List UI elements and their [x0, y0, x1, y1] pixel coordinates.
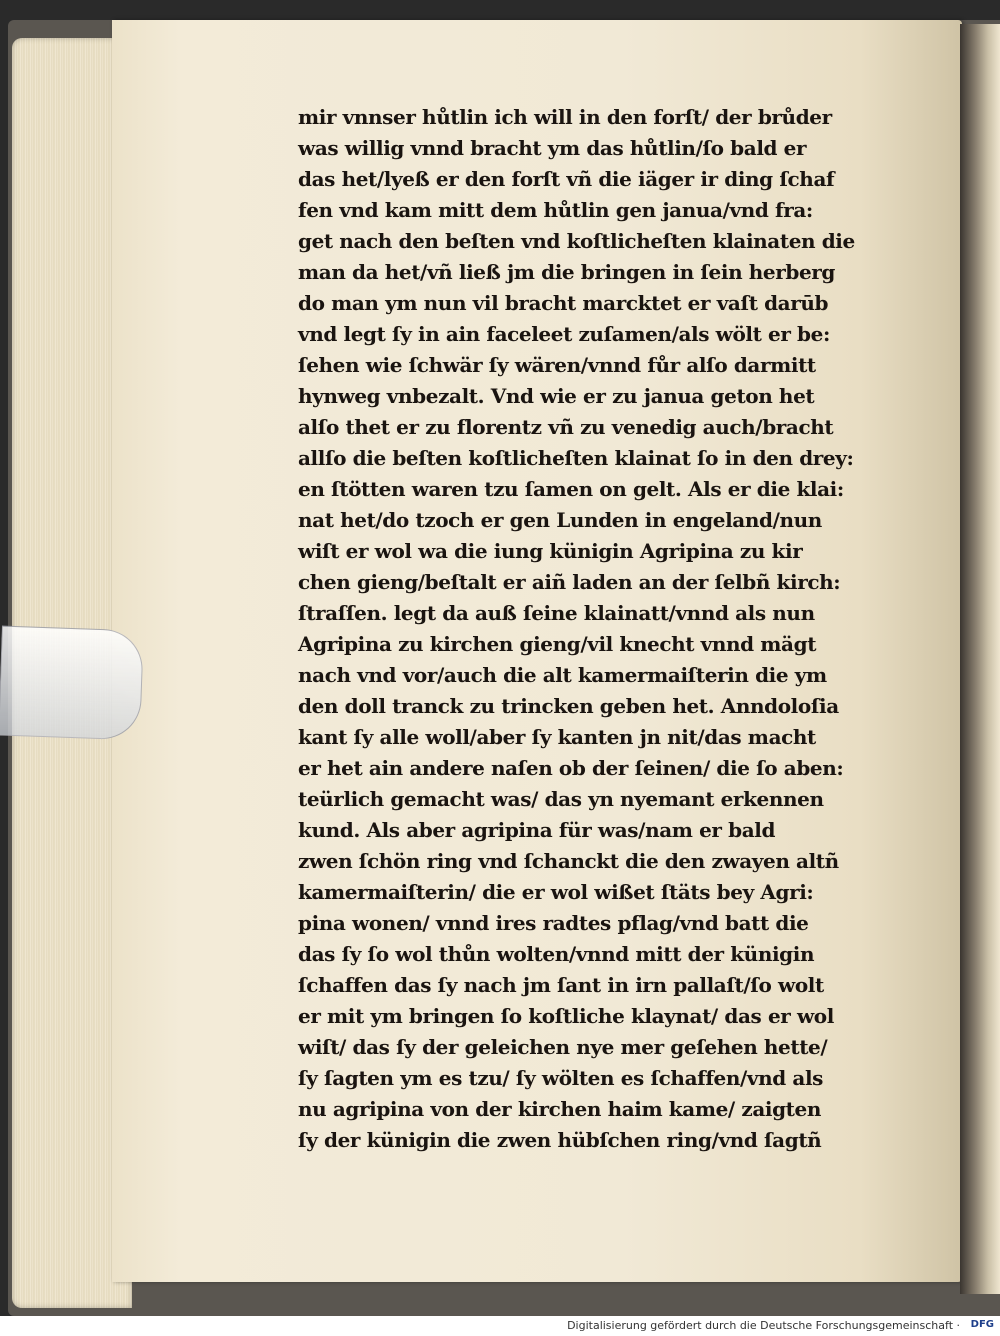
text-line: ſy ſagten ym es tzu/ ſy wölten es ſchaffen/vnd als: [298, 1066, 824, 1090]
text-line: ſehen wie ſchwär ſy wären/vnnd fůr alſo darmitt: [298, 353, 816, 377]
text-line: pina wonen/ vnnd ires radtes pflag/vnd batt die: [298, 911, 809, 935]
text-line: wiſt/ das ſy der geleichen nye mer geſehen hette/: [298, 1035, 828, 1059]
text-line: das ſy ſo wol thůn wolten/vnnd mitt der künigin: [298, 942, 815, 966]
dfg-logo: DFG: [970, 1319, 994, 1330]
text-line: wiſt er wol wa die iung künigin Agripina zu kir: [298, 539, 803, 563]
text-line: ſtraſſen. legt da auß ſeine klainatt/vnnd als nun: [298, 601, 815, 625]
bookmark-strip: [0, 626, 144, 741]
footer-bar: [0, 1316, 1000, 1336]
text-line: kamermaiſterin/ die er wol wißet ſtäts bey Agri:: [298, 880, 814, 904]
text-line: ſy der künigin die zwen hübſchen ring/vnd ſagtñ: [298, 1128, 822, 1152]
text-line: kund. Als aber agripina für was/nam er bald: [298, 818, 776, 842]
text-line: do man ym nun vil bracht marcktet er vaſt darūb: [298, 291, 829, 315]
text-line: hynweg vnbezalt. Vnd wie er zu janua geton het: [298, 384, 815, 408]
text-line: den doll tranck zu trincken geben het. Anndoloſia: [298, 694, 839, 718]
text-line: teürlich gemacht was/ das yn nyemant erkennen: [298, 787, 824, 811]
text-line: mir vnnser hůtlin ich will in den forſt/ der brůder: [298, 105, 832, 129]
text-line: vnd legt ſy in ain faceleet zuſamen/als wölt er be:: [298, 322, 830, 346]
text-line: alſo thet er zu florentz vñ zu venedig auch/bracht: [298, 415, 834, 439]
text-line: nach vnd vor/auch die alt kamermaiſterin die ym: [298, 663, 827, 687]
text-line: er het ain andere naſen ob der ſeinen/ die ſo aben:: [298, 756, 844, 780]
text-line: fen vnd kam mitt dem hůtlin gen janua/vnd fra:: [298, 198, 813, 222]
text-line: chen gieng/beſtalt er aiñ laden an der ſelbñ kirch:: [298, 570, 841, 594]
text-line: nu agripina von der kirchen haim kame/ zaigten: [298, 1097, 821, 1121]
text-line: nat het/do tzoch er gen Lunden in engeland/nun: [298, 508, 822, 532]
text-line: das het/lyeß er den forſt vñ die iäger ir ding ſchaf: [298, 167, 835, 191]
text-line: get nach den beſten vnd koſtlicheſten klainaten die: [298, 229, 855, 253]
text-line: allſo die beſten koſtlicheſten klainat ſo in den drey:: [298, 446, 854, 470]
text-line: zwen ſchön ring vnd ſchanckt die den zwayen altñ: [298, 849, 839, 873]
page-text-block: [298, 102, 914, 1156]
text-line: en ſtötten waren tzu ſamen on gelt. Als er die klai:: [298, 477, 844, 501]
text-line: kant ſy alle woll/aber ſy kanten jn nit/das macht: [298, 725, 816, 749]
book-spine: [960, 24, 1000, 1294]
text-line: was willig vnnd bracht ym das hůtlin/ſo bald er: [298, 136, 807, 160]
text-line: ſchaffen das ſy nach jm ſant in irn pallaſt/ſo wolt: [298, 973, 824, 997]
text-line: Agripina zu kirchen gieng/vil knecht vnnd mägt: [298, 632, 817, 656]
text-line: man da het/vñ ließ jm die bringen in ſein herberg: [298, 260, 836, 284]
text-line: er mit ym bringen ſo koſtliche klaynat/ das er wol: [298, 1004, 834, 1028]
funding-credit: Digitalisierung gefördert durch die Deutsche Forschungsgemeinschaft ·: [567, 1319, 960, 1332]
